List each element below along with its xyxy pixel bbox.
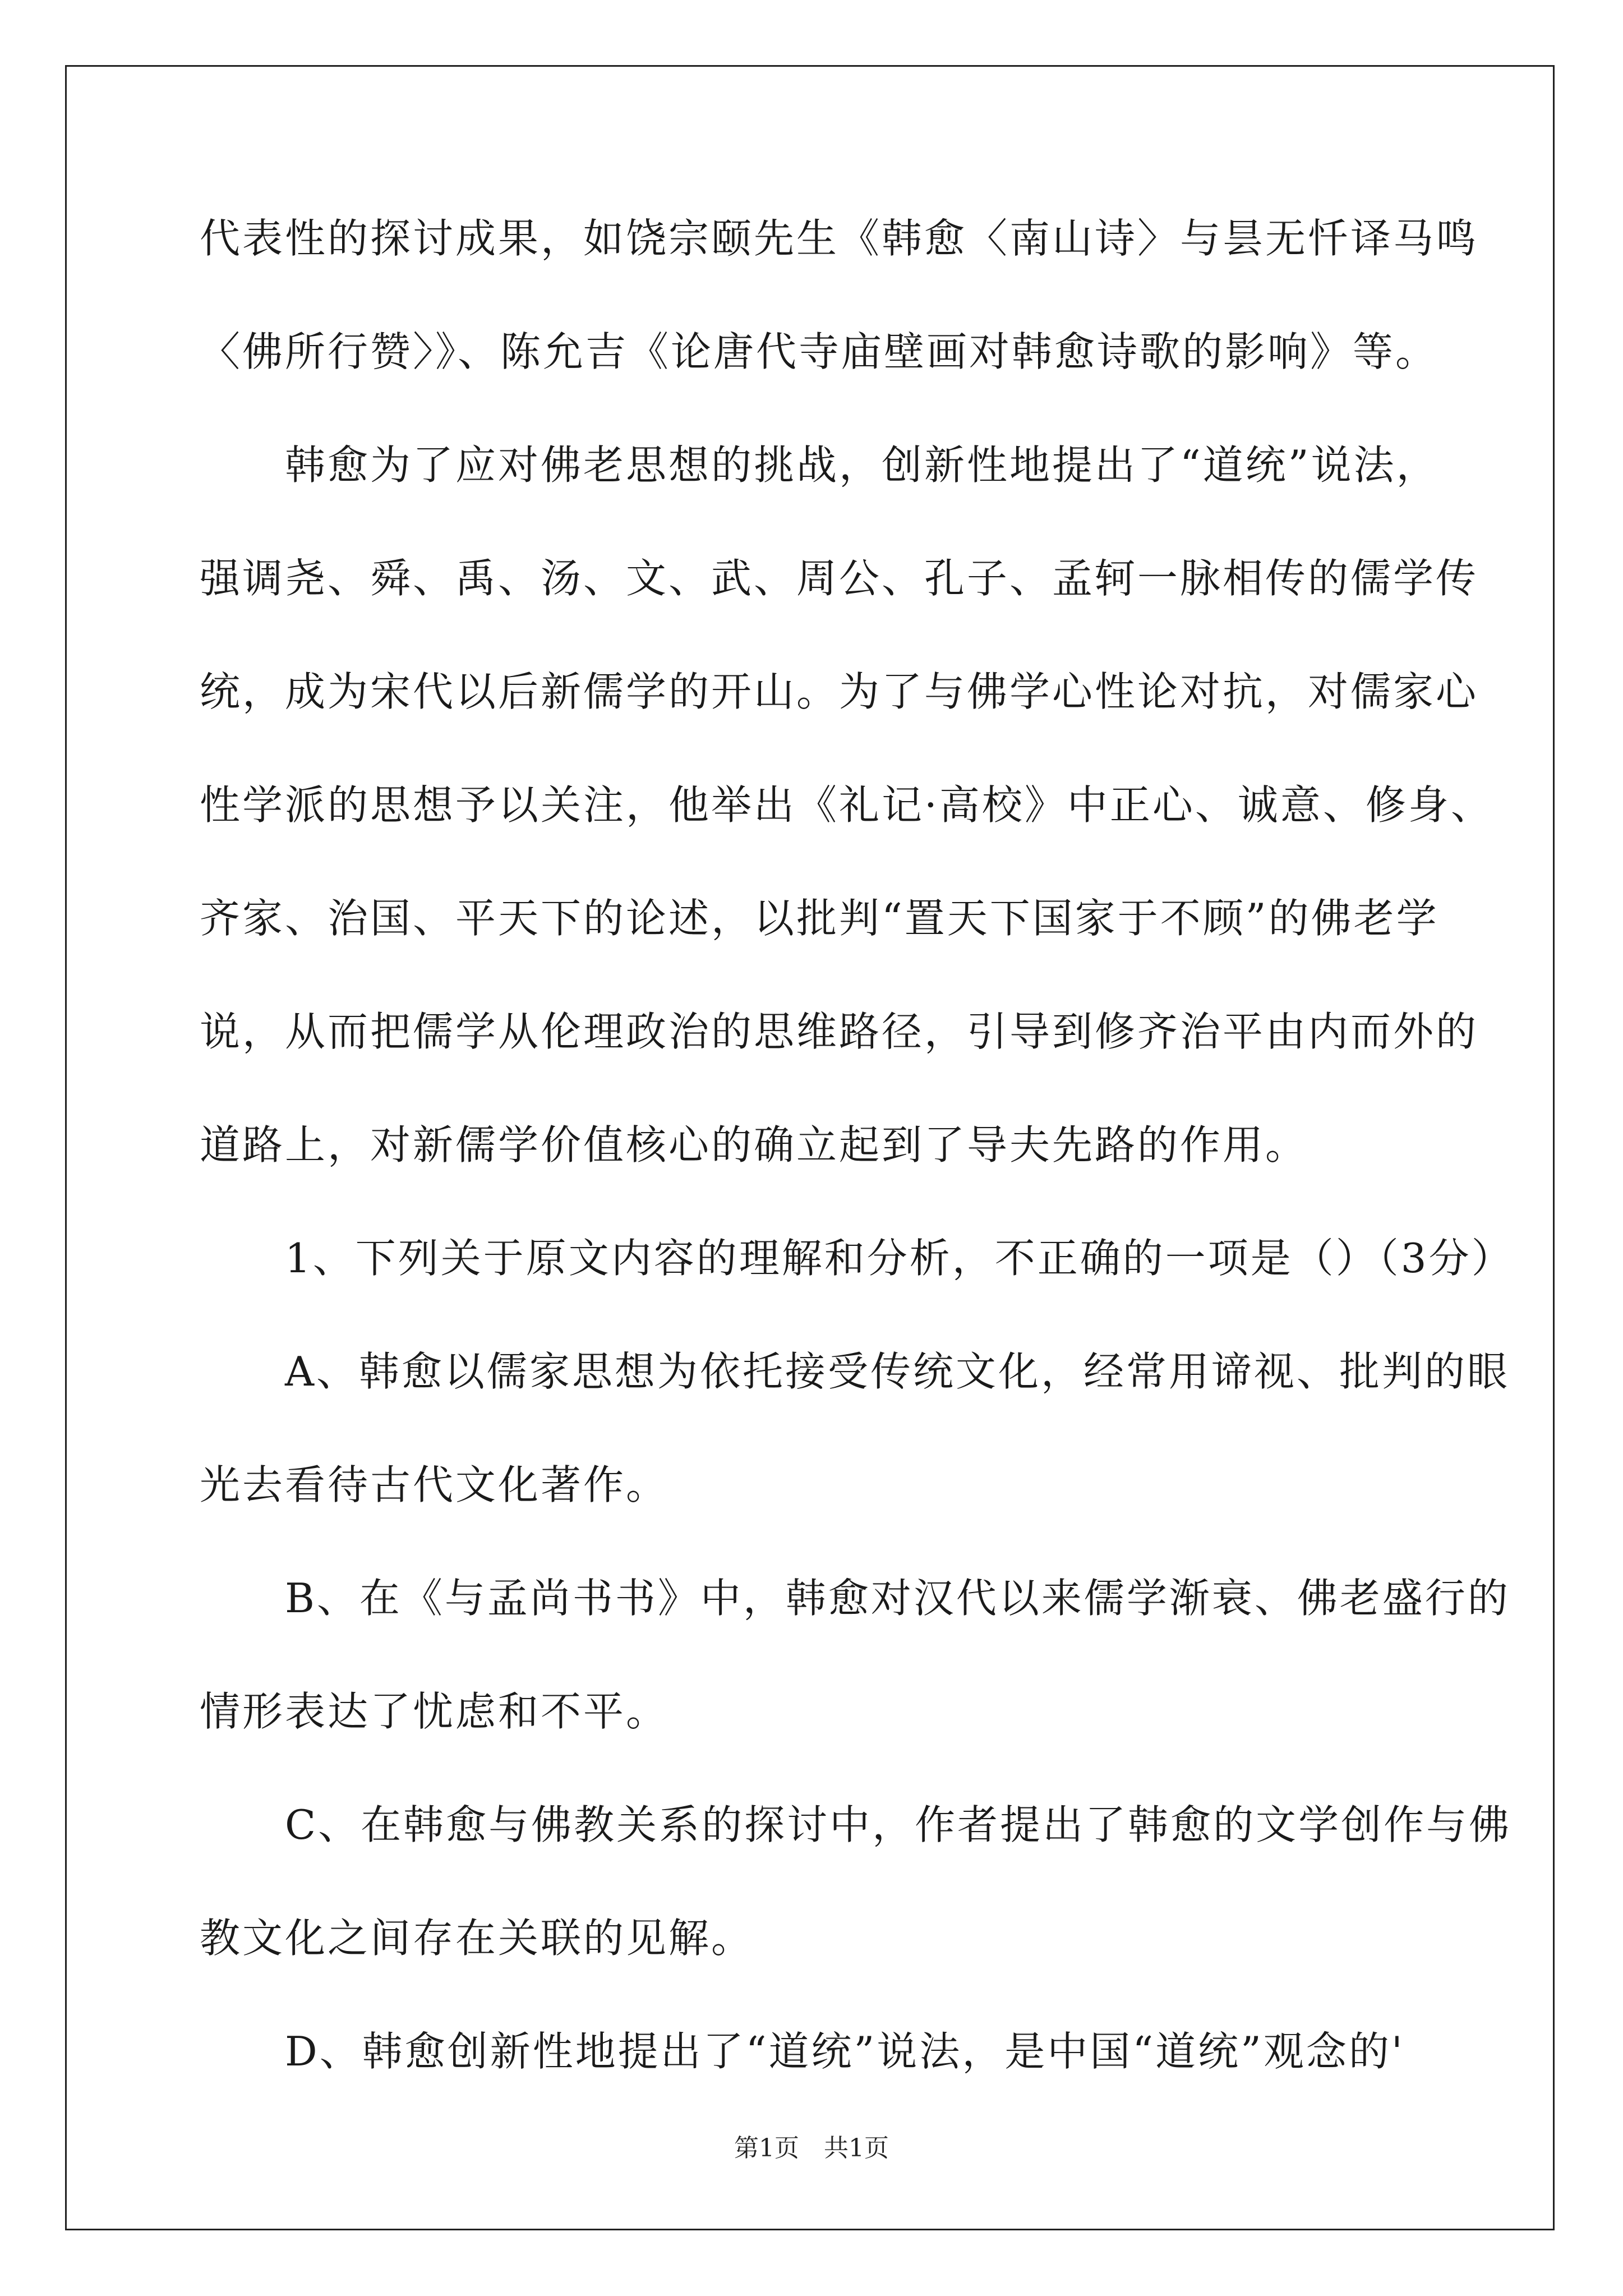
- text-line: 道路上，对新儒学价值核心的确立起到了导夫先路的作用。: [200, 1121, 1308, 1168]
- option-a-line: A、韩愈以儒家思想为依托接受传统文化，经常用谛视、批判的眼: [200, 1348, 1510, 1395]
- text-line: 统，成为宋代以后新儒学的开山。为了与佛学心性论对抗，对儒家心: [200, 668, 1479, 715]
- text-line: 强调尧、舜、禹、汤、文、武、周公、孔子、孟轲一脉相传的儒学传: [200, 555, 1479, 602]
- page-number-footer: 第1页 共1页: [734, 2134, 889, 2162]
- text-line: 说，从而把儒学从伦理政治的思维路径，引导到修齐治平由内而外的: [200, 1008, 1479, 1055]
- option-b-line: B、在《与孟尚书书》中，韩愈对汉代以来儒学渐衰、佛老盛行的: [200, 1575, 1510, 1622]
- question-stem: 1、下列关于原文内容的理解和分析，不正确的一项是（）（3分）: [200, 1235, 1514, 1282]
- option-c-line: 教文化之间存在关联的见解。: [200, 1915, 754, 1962]
- text-line: 性学派的思想予以关注，他举出《礼记·高校》中正心、诚意、修身、: [200, 781, 1493, 829]
- text-line: 齐家、治国、平天下的论述，以批判“置天下国家于不顾”的佛老学: [200, 895, 1439, 942]
- text-line: 〈佛所行赞〉》、陈允吉《论唐代寺庙壁画对韩愈诗歌的影响》等。: [200, 328, 1438, 375]
- option-a-line: 光去看待古代文化著作。: [200, 1461, 669, 1508]
- text-line: 代表性的探讨成果，如饶宗颐先生《韩愈〈南山诗〉与昙无忏译马鸣: [200, 215, 1479, 262]
- option-d-line: D、韩愈创新性地提出了“道统”说法，是中国“道统”观念的': [200, 2028, 1405, 2075]
- option-b-line: 情形表达了忧虑和不平。: [200, 1688, 669, 1735]
- text-line: 韩愈为了应对佛老思想的挑战，创新性地提出了“道统”说法，: [200, 441, 1439, 489]
- option-c-line: C、在韩愈与佛教关系的探讨中，作者提出了韩愈的文学创作与佛: [200, 1801, 1512, 1848]
